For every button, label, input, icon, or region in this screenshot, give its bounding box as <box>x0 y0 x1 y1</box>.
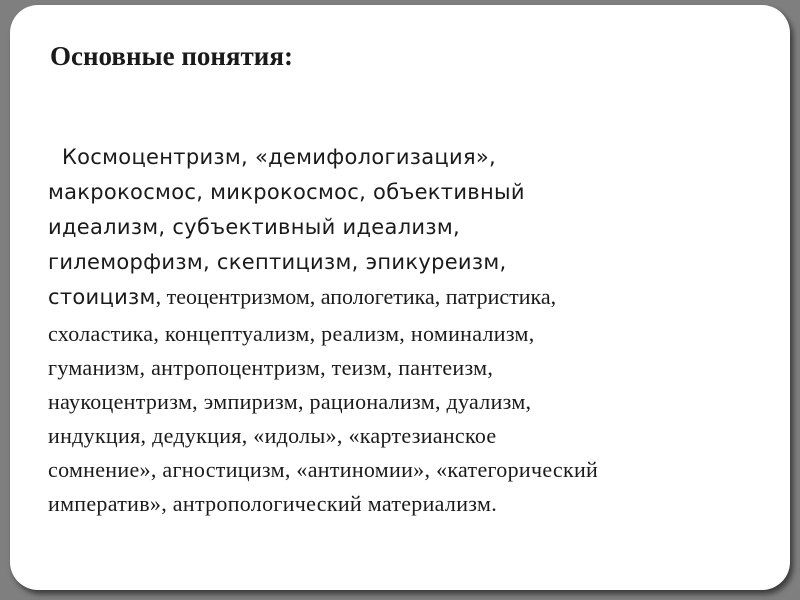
concepts-term: стоицизм <box>48 285 156 309</box>
concepts-line: сомнение», агностицизм, «антиномии», «категорический <box>48 457 599 482</box>
concepts-text <box>48 140 773 521</box>
slide-title: Основные понятия: <box>50 41 293 71</box>
concepts-line: схоластика, концептуализм, реализм, номинализм, <box>48 321 535 346</box>
concepts-line: Космоцентризм, «демифологизация», <box>48 145 497 169</box>
concepts-line: макрокосмос, микрокосмос, объективный <box>48 180 525 204</box>
concepts-line: императив», антропологический материализм. <box>48 491 497 516</box>
concepts-line-mixed <box>48 280 773 317</box>
concepts-line: гуманизм, антропоцентризм, теизм, пантеизм, <box>48 355 494 380</box>
concepts-line: идеализм, субъективный идеализм, <box>48 215 460 239</box>
concepts-line: индукция, дедукция, «идолы», «картезианское <box>48 423 497 448</box>
concepts-line: наукоцентризм, эмпиризм, рационализм, дуализм, <box>48 389 532 414</box>
concepts-term-list: , теоцентризмом, апологетика, патристика, <box>155 284 557 309</box>
concepts-line: гилеморфизм, скептицизм, эпикуреизм, <box>48 250 507 274</box>
slide <box>10 5 790 590</box>
